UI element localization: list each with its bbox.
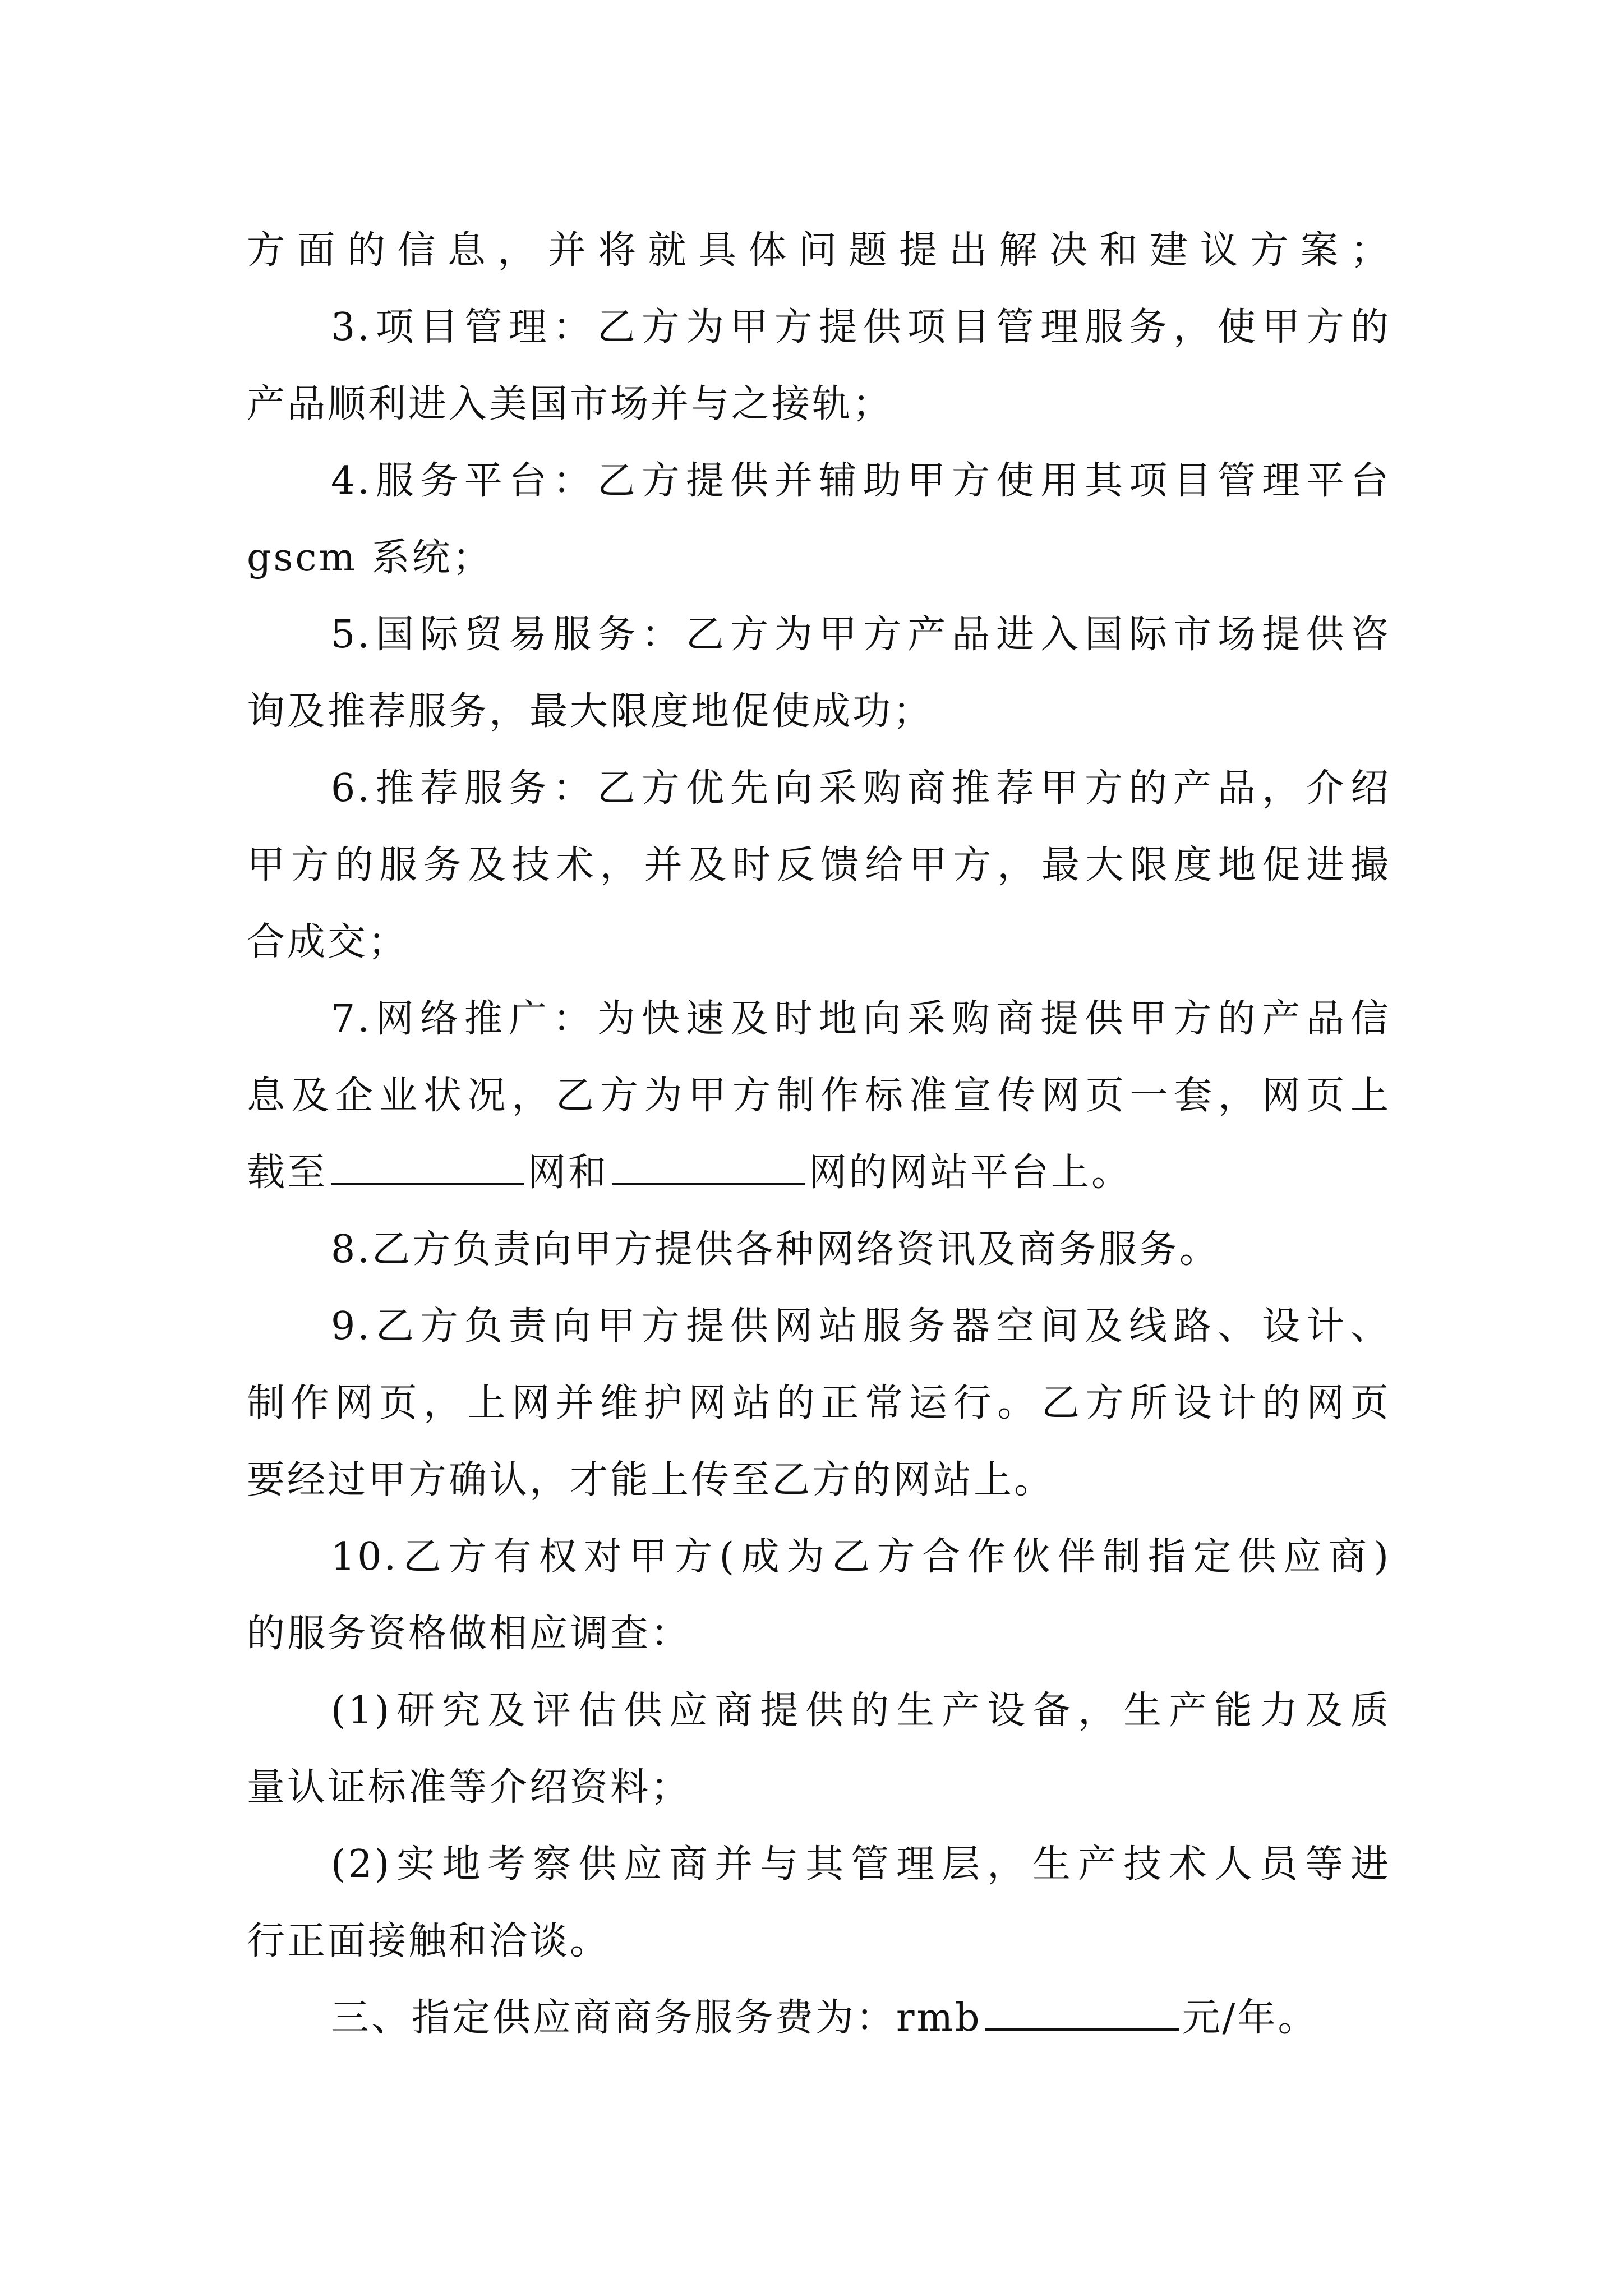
document-body [247, 212, 1391, 2056]
website-line-text: 网的网站平台上。 [809, 1151, 1132, 1195]
fee-line-text: 元/年。 [1182, 1996, 1318, 2040]
text-line: 9.乙方负责向甲方提供网站服务器空间及线路、设计、 [331, 1304, 1391, 1349]
text-line: 息及企业状况，乙方为甲方制作标准宣传网页一套，网页上 [247, 1074, 1391, 1118]
text-line: 甲方的服务及技术，并及时反馈给甲方，最大限度地促进撮 [247, 843, 1391, 887]
text-line: 的服务资格做相应调查： [247, 1612, 691, 1656]
text-line: 6.推荐服务：乙方优先向采购商推荐甲方的产品，介绍 [331, 766, 1391, 811]
website-line-text: 网和 [528, 1151, 609, 1195]
text-line: 量认证标准等介绍资料； [247, 1765, 691, 1810]
text-line: 询及推荐服务，最大限度地促使成功； [247, 689, 934, 734]
text-line: 4.服务平台：乙方提供并辅助甲方使用其项目管理平台 [331, 459, 1391, 503]
fee-line-text: 三、指定供应商商务服务费为：rmb [331, 1996, 982, 2040]
text-line: 5.国际贸易服务：乙方为甲方产品进入国际市场提供咨 [331, 613, 1391, 657]
text-line: 3.项目管理：乙方为甲方提供项目管理服务，使甲方的 [331, 305, 1391, 349]
text-line: 制作网页，上网并维护网站的正常运行。乙方所设计的网页 [247, 1381, 1391, 1425]
website-line [247, 1134, 1391, 1211]
text-line: 行正面接触和洽谈。 [247, 1919, 611, 1963]
text-line: 要经过甲方确认，才能上传至乙方的网站上。 [247, 1458, 1055, 1502]
text-line: 方面的信息，并将就具体问题提出解决和建议方案； [247, 228, 1391, 273]
text-line: 产品顺利进入美国市场并与之接轨； [247, 382, 893, 426]
text-line: (2)实地考察供应商并与其管理层，生产技术人员等进 [331, 1842, 1391, 1887]
text-line: 合成交； [247, 920, 409, 964]
fill-in-blank [985, 1988, 1179, 2031]
fill-in-blank [612, 1143, 805, 1185]
text-line: 7.网络推广：为快速及时地向采购商提供甲方的产品信 [331, 997, 1391, 1041]
fill-in-blank [331, 1143, 524, 1185]
fee-line [247, 1980, 1391, 2056]
text-line: 8.乙方负责向甲方提供各种网络资讯及商务服务。 [331, 1227, 1220, 1272]
website-line-text: 载至 [247, 1151, 328, 1195]
text-line: (1)研究及评估供应商提供的生产设备，生产能力及质 [331, 1688, 1391, 1733]
text-line: 10.乙方有权对甲方(成为乙方合作伙伴制指定供应商) [331, 1535, 1391, 1579]
text-line: gscm 系统； [247, 536, 493, 580]
